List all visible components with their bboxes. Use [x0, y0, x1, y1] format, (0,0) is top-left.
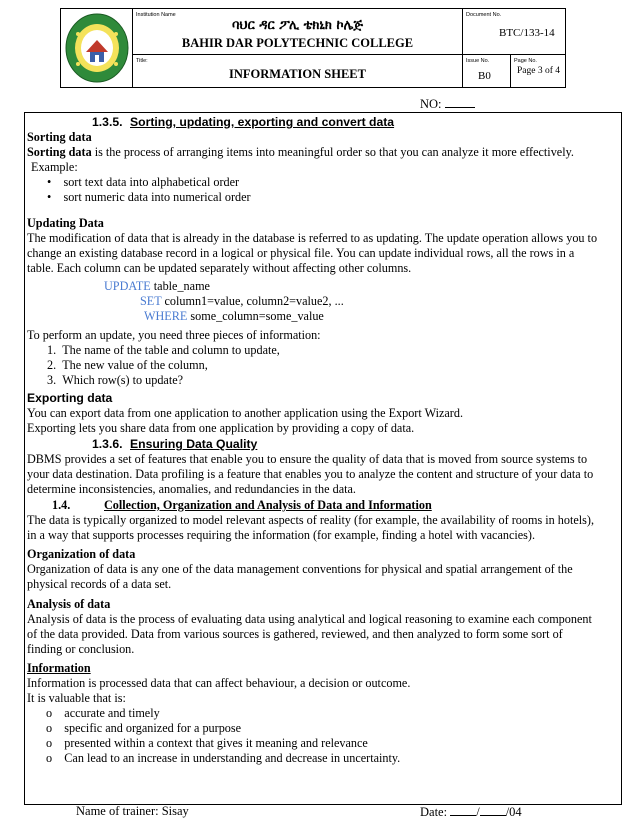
- trainer-name: Name of trainer: Sisay: [76, 804, 189, 818]
- updating-line: table. Each column can be updated separately without affecting other columns.: [27, 261, 412, 275]
- list-item: • sort text data into alphabetical order: [47, 175, 240, 189]
- section-number: 1.3.6.: [92, 437, 123, 451]
- number-field: [420, 96, 475, 112]
- section-title: Ensuring Data Quality: [130, 437, 258, 451]
- sql-line-set: SET column1=value, column2=value2, ...: [140, 294, 344, 308]
- date-separator: /: [476, 805, 480, 819]
- page-label: Page No.: [514, 58, 537, 64]
- information-line: It is valuable that is:: [27, 691, 126, 705]
- section-1-3-6-heading: [92, 437, 257, 452]
- document-label: Document No.: [466, 12, 502, 18]
- sorting-term: Sorting data: [27, 145, 92, 159]
- updating-line: The modification of data that is already in the database is referred to as updating. The update operation allows you to: [27, 231, 598, 245]
- document-number-cell: [463, 9, 565, 55]
- organization-line: Organization of data is any one of the data management conventions for physical and spatial arrangement of the: [27, 562, 573, 576]
- information-line: Information is processed data that can affect behaviour, a decision or outcome.: [27, 676, 411, 690]
- quality-line: your data destination. Data profiling is a feature that enables you to analyze the content and structure of your data to: [27, 467, 594, 481]
- institution-name-english: BAHIR DAR POLYTECHNIC COLLEGE: [181, 36, 414, 50]
- institution-name-amharic: ባህር ዳር ፖሊ ቴክኒክ ኮሌጅ: [231, 18, 364, 33]
- institution-label: Institution Name: [136, 12, 176, 18]
- exporting-line: You can export data from one application to another application using the Export Wizard.: [27, 406, 463, 420]
- list-item: • sort numeric data into numerical order: [47, 190, 251, 204]
- sql-line-update: UPDATE table_name: [104, 279, 210, 293]
- logo-cell: [61, 9, 133, 87]
- list-item: o accurate and timely: [46, 706, 160, 720]
- list-item: o specific and organized for a purpose: [46, 721, 242, 735]
- analysis-line: of the data provided. Data from various sources is gathered, reviewed, and then analyzed to form some sort of: [27, 627, 563, 641]
- analysis-line: finding or conclusion.: [27, 642, 135, 656]
- quality-line: determine inconsistencies, anomalies, and redundancies in the data.: [27, 482, 356, 496]
- analysis-line: Analysis of data is the process of evaluating data using analytical and logical reasoning to examine each component: [27, 612, 592, 626]
- college-seal-icon: [64, 12, 130, 84]
- date-month-blank: [480, 804, 506, 816]
- information-heading: Information: [27, 661, 91, 675]
- example-label: Example:: [31, 160, 78, 174]
- section-1-4-heading: [52, 498, 432, 513]
- collection-line: The data is typically organized to model relevant aspects of reality (for example, the availability of rooms in hotels),: [27, 513, 594, 527]
- document-number: BTC/133-14: [499, 27, 555, 39]
- number-label: NO:: [420, 97, 442, 111]
- issue-number-cell: [463, 55, 511, 87]
- sql-line-where: WHERE some_column=some_value: [144, 309, 324, 323]
- exporting-heading: Exporting data: [27, 391, 113, 405]
- page-number: Page 3 of 4: [517, 66, 561, 76]
- sorting-heading: Sorting data: [27, 130, 92, 144]
- section-number: 1.3.5.: [92, 115, 123, 129]
- issue-label: Issue No.: [466, 58, 490, 64]
- section-title: Collection, Organization and Analysis of Data and Information: [104, 498, 432, 512]
- collection-line: in a way that supports processes requiring the information (for example, finding a hotel with vacancies).: [27, 528, 536, 542]
- analysis-heading: Analysis of data: [27, 597, 111, 611]
- exporting-line: Exporting lets you share data from one application by providing a copy of data.: [27, 421, 415, 435]
- sheet-title: INFORMATION SHEET: [229, 67, 366, 81]
- title-cell: [133, 55, 463, 87]
- organization-heading: Organization of data: [27, 547, 136, 561]
- list-item: 1. The name of the table and column to update,: [47, 343, 280, 357]
- date-field: [420, 804, 522, 820]
- organization-line: physical records of a data set.: [27, 577, 172, 591]
- update-intro: To perform an update, you need three pieces of information:: [27, 328, 321, 342]
- section-title: Sorting, updating, exporting and convert data: [130, 115, 395, 129]
- section-1-3-5-heading: [92, 115, 394, 130]
- sorting-paragraph: [27, 145, 574, 160]
- quality-line: DBMS provides a set of features that enable you to ensure the quality of data that is moved from source systems to: [27, 452, 588, 466]
- list-item: 3. Which row(s) to update?: [47, 373, 184, 387]
- section-number: 1.4.: [52, 498, 71, 512]
- updating-line: change an existing database record in a logical or physical file. You can update individual rows, all the rows in a: [27, 246, 575, 260]
- number-blank: [445, 96, 475, 108]
- date-day-blank: [450, 804, 476, 816]
- date-label: Date:: [420, 805, 448, 819]
- title-label: Title:: [136, 58, 148, 64]
- list-item: 2. The new value of the column,: [47, 358, 208, 372]
- sorting-definition: is the process of arranging items into meaningful order so that you can analyze it more effectively.: [91, 145, 574, 159]
- issue-number: B0: [478, 70, 491, 82]
- updating-heading: Updating Data: [27, 216, 104, 230]
- page-number-cell: [511, 55, 565, 87]
- list-item: o Can lead to an increase in understanding and decrease in uncertainty.: [46, 751, 401, 765]
- date-year: /04: [505, 805, 522, 819]
- document-header: [60, 8, 566, 88]
- list-item: o presented within a context that gives it meaning and relevance: [46, 736, 368, 750]
- institution-cell: [133, 9, 463, 55]
